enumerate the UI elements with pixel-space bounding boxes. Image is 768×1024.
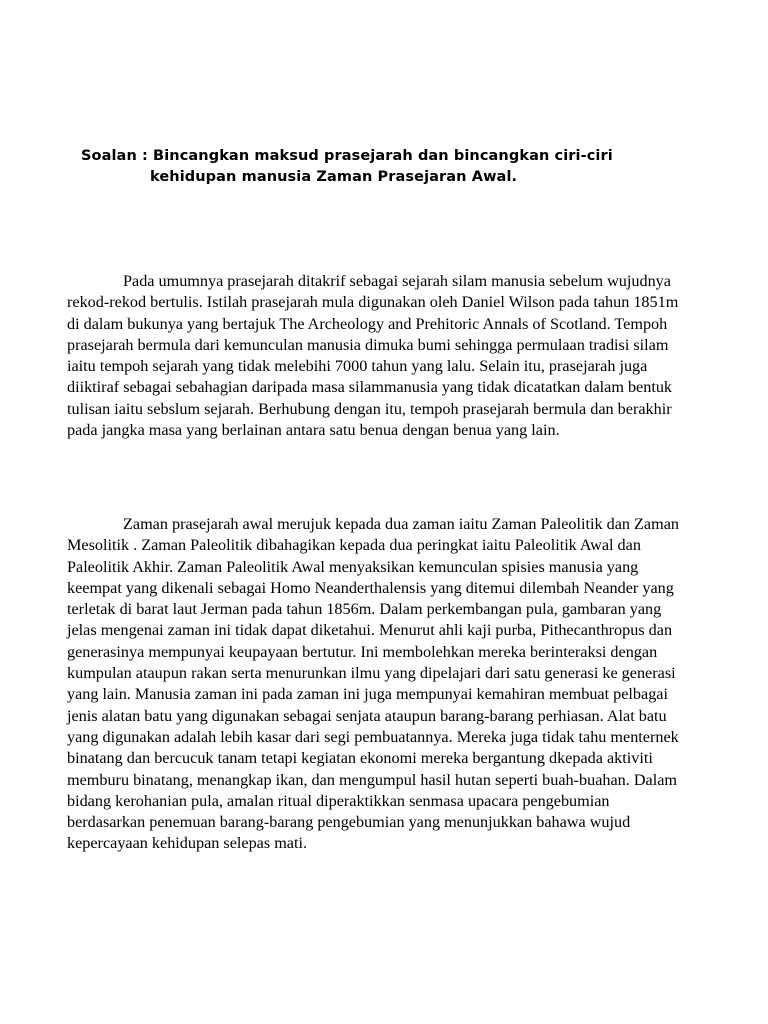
paragraph-zaman-prasejarah-awal: Zaman prasejarah awal merujuk kepada dua zaman iaitu Zaman Paleolitik dan Zaman Mesolitik . Zaman Paleolitik dibahagikan kepada dua peringkat iaitu Paleolitik Awal dan Paleolitik Akhir. Zaman Paleolitik Awal menyaksikan kemunculan spisies manusia yang keempat yang dikenali sebagai Homo Neanderthalensis yang ditemui dilembah Neander yang terletak di barat laut Jerman pada tahun 1856m. Dalam perkembangan pula, gambaran yang jelas mengenai zaman ini tidak dapat diketahui. Menurut ahli kaji purba, Pithecanthropus dan generasinya mempunyai keupayaan bertutur. Ini membolehkan mereka berinteraksi dengan kumpulan ataupun rakan serta menurunkan ilmu yang dipelajari dari satu generasi ke generasi yang lain. Manusia zaman ini pada zaman ini juga mempunyai kemahiran membuat pelbagai jenis alatan batu yang digunakan sebagai senjata ataupun barang-barang perhiasan. Alat batu yang digunakan adalah lebih kasar dari segi pembuatannya. Mereka juga tidak tahu menternek binatang dan bercucuk tanam tetapi kegiatan ekonomi mereka bergantung dkepada aktiviti memburu binatang, menangkap ikan, dan mengumpul hasil hutan seperti buah-buahan. Dalam bidang kerohanian pula, amalan ritual diperaktikkan senmasa upacara pengebumian berdasarkan penemuan barang-barang pengebumian yang menunjukkan bahawa wujud kepercayaan kehidupan selepas mati. <box>67 515 679 853</box>
question-line-1: Soalan : Bincangkan maksud prasejarah dan bincangkan ciri-ciri <box>81 148 613 164</box>
question-line-2: kehidupan manusia Zaman Prasejaran Awal. <box>150 169 518 185</box>
paragraph-prasejarah-definition: Pada umumnya prasejarah ditakrif sebagai sejarah silam manusia sebelum wujudnya rekod-rekod bertulis. Istilah prasejarah mula digunakan oleh Daniel Wilson pada tahun 1851m di dalam bukunya yang bertajuk The Archeology and Prehitoric Annals of Scotland. Tempoh prasejarah bermula dari kemunculan manusia dimuka bumi sehingga permulaan tradisi silam iaitu tempoh sejarah yang tidak melebihi 7000 tahun yang lalu. Selain itu, prasejarah juga diiktiraf sebagai sebahagian daripada masa silammanusia yang tidak dicatatkan dalam bentuk tulisan iaitu sebslum sejarah. Berhubung dengan itu, tempoh prasejarah bermula dan berakhir pada jangka masa yang berlainan antara satu benua dengan benua yang lain. <box>67 272 679 440</box>
question-heading <box>81 146 701 188</box>
